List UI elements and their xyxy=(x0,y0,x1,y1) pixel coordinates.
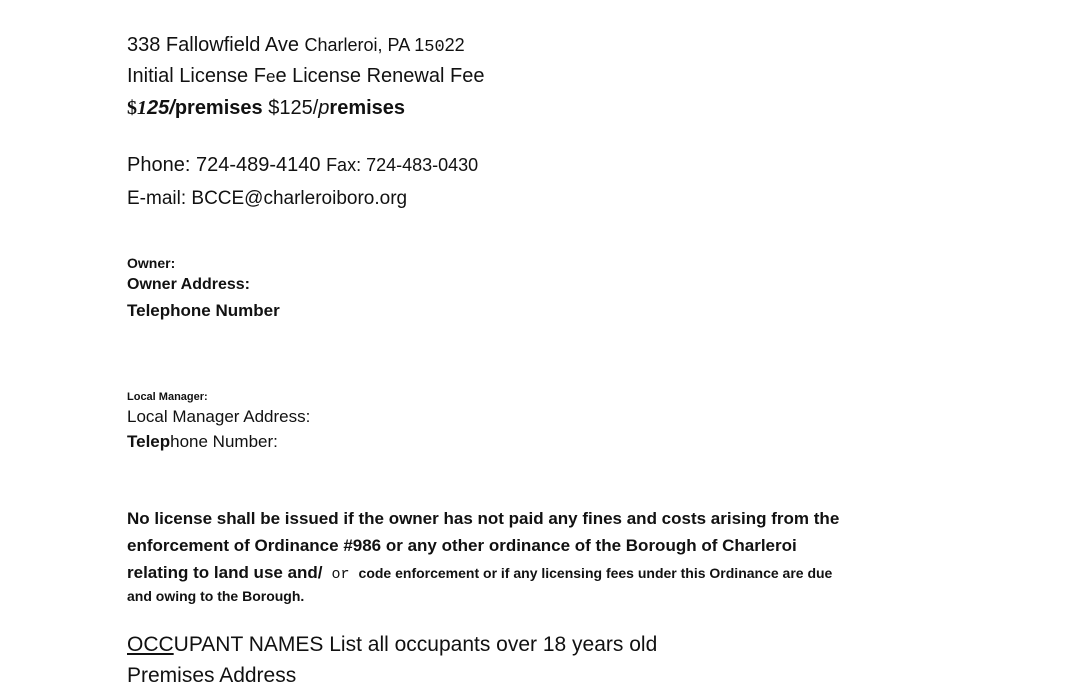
notice-line-2: enforcement of Ordinance #986 or any other ordinance of the Borough of Charleroi xyxy=(127,536,797,555)
local-manager-label: Local Manager: xyxy=(127,391,208,403)
street-address: 338 Fallowfield Ave xyxy=(127,34,299,56)
phone-fax-line xyxy=(127,154,478,177)
notice-line-3: relating to land use and/ or code enforcement or if any licensing fees under this Ordinance are due xyxy=(127,563,833,583)
notice-line-4: and owing to the Borough. xyxy=(127,588,305,604)
fee-labels: Initial License Fee License Renewal Fee xyxy=(127,65,485,87)
owner-telephone-label: Telephone Number xyxy=(127,301,280,320)
notice-line-1: No license shall be issued if the owner has not paid any fines and costs arising from the xyxy=(127,509,840,528)
local-manager-telephone-label: Telephone Number: xyxy=(127,432,278,451)
phone-number: Phone: 724-489-4140 xyxy=(127,154,321,176)
renewal-fee: $125/premises xyxy=(268,97,406,119)
owner-label: Owner: xyxy=(127,255,176,271)
local-manager-address-label: Local Manager Address: xyxy=(127,407,311,426)
premises-address-label: Premises Address xyxy=(127,664,297,687)
fee-amounts xyxy=(127,97,405,120)
owner-address-label: Owner Address: xyxy=(127,276,250,293)
city-state-zip: Charleroi, PA 15022 xyxy=(304,35,465,57)
occupant-names-heading: OCCUPANT NAMES List all occupants over 18 years old xyxy=(127,633,658,656)
office-address xyxy=(127,34,465,57)
initial-fee: $125/premises xyxy=(127,97,263,119)
fax-number: Fax: 724-483-0430 xyxy=(326,155,479,175)
email-address: E-mail: BCCE@charleroiboro.org xyxy=(127,188,408,209)
